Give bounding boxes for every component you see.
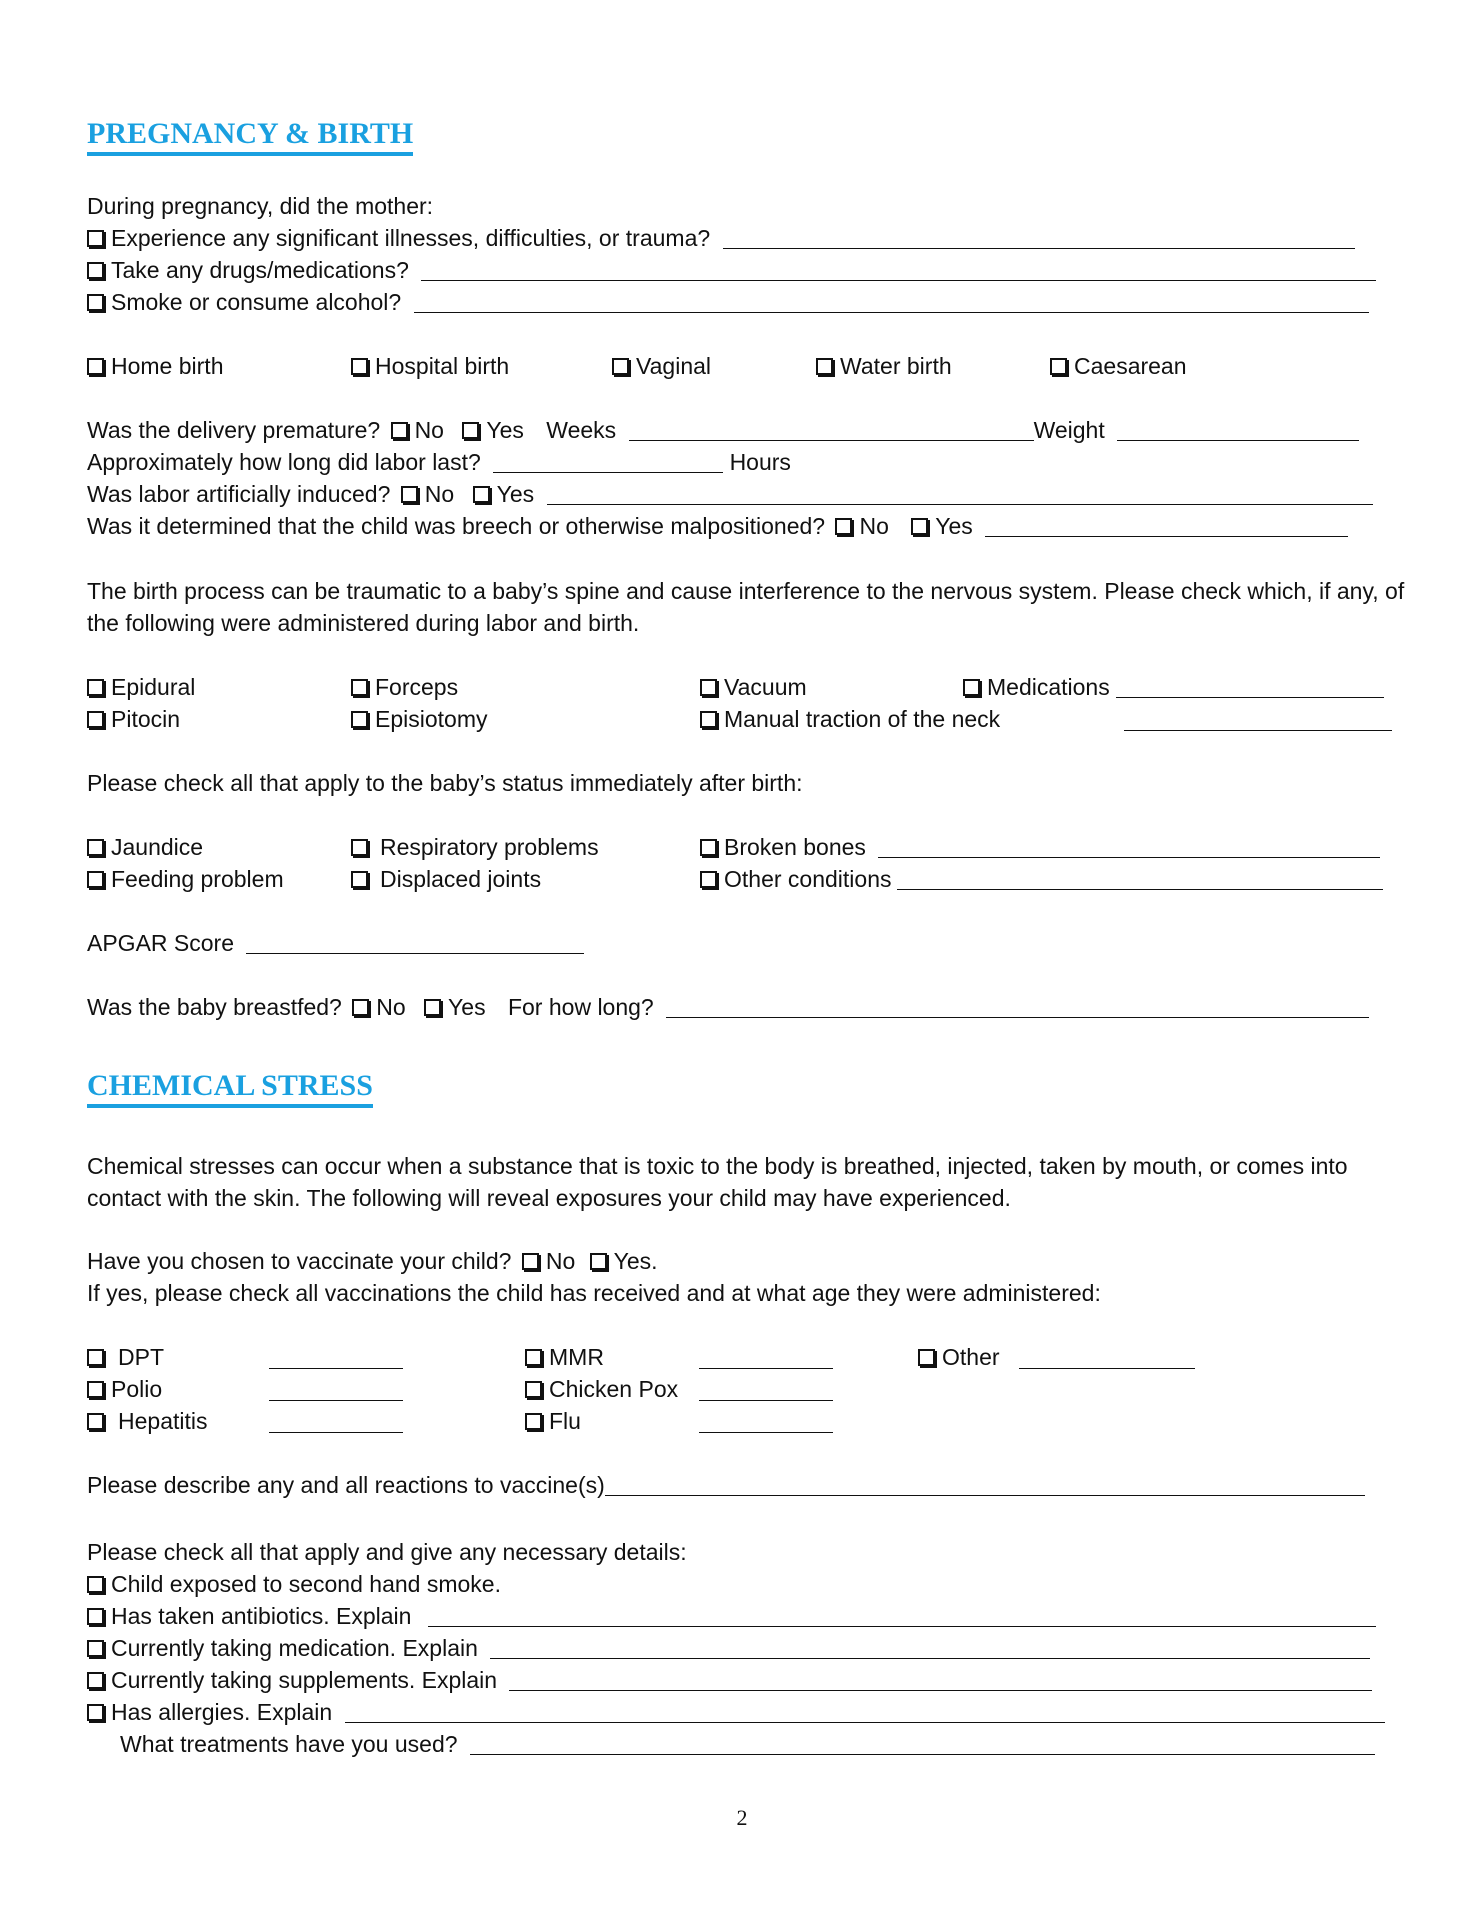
checkbox-icon xyxy=(351,711,368,728)
treatments-label: What treatments have you used? xyxy=(120,1731,458,1757)
apgar-field[interactable] xyxy=(246,931,584,954)
checkbox-icon xyxy=(351,358,368,375)
vaccinate-followup: If yes, please check all vaccinations the child has received and at what age they were administered: xyxy=(87,1280,1101,1306)
label: Episiotomy xyxy=(375,706,488,732)
label: Has allergies. Explain xyxy=(111,1699,333,1725)
checkbox-vaccinate-no[interactable] xyxy=(522,1253,539,1270)
label: Yes xyxy=(496,481,535,507)
hours-label: Hours xyxy=(729,449,791,475)
weeks-field[interactable] xyxy=(629,418,1034,441)
intervention-epidural[interactable] xyxy=(87,672,195,702)
apgar-label: APGAR Score xyxy=(87,930,234,956)
vaccine-other[interactable] xyxy=(918,1342,1000,1372)
weeks-label: Weeks xyxy=(546,417,617,443)
weight-field[interactable] xyxy=(1117,418,1359,441)
interventions-row-1 xyxy=(87,672,1407,702)
vaccine-polio[interactable] xyxy=(87,1374,162,1404)
label: No xyxy=(859,513,889,539)
checkbox-icon xyxy=(87,679,104,696)
breech-field[interactable] xyxy=(985,514,1348,537)
medication-field[interactable] xyxy=(490,1636,1370,1659)
birth-type-hospital[interactable] xyxy=(351,351,509,381)
detail-medication xyxy=(87,1633,1370,1663)
intervention-medications[interactable] xyxy=(963,672,1384,702)
checkbox-icon xyxy=(87,1349,104,1366)
trauma-paragraph: The birth process can be traumatic to a baby’s spine and cause interference to the nervous system. Please check which, if any, of the following were administered during labor and birth. xyxy=(87,578,1405,636)
label: MMR xyxy=(549,1344,604,1370)
label: Caesarean xyxy=(1074,353,1187,379)
mother-item-smoke xyxy=(87,287,1369,317)
checkbox-premature-yes[interactable] xyxy=(462,422,479,439)
checkbox-icon xyxy=(87,1413,104,1430)
other-conditions-field[interactable] xyxy=(897,867,1383,890)
label: Epidural xyxy=(111,674,196,700)
label: Manual traction of the neck xyxy=(724,706,1001,732)
birth-type-home[interactable] xyxy=(87,351,223,381)
checkbox-icon xyxy=(87,1381,104,1398)
checkbox-illness[interactable] xyxy=(87,230,104,247)
vaccine-dpt[interactable] xyxy=(87,1342,164,1372)
induced-question: Was labor artificially induced? xyxy=(87,481,391,507)
labor-length-field[interactable] xyxy=(493,450,723,473)
intervention-forceps[interactable] xyxy=(351,672,458,702)
label: Pitocin xyxy=(111,706,181,732)
premature-question: Was the delivery premature? xyxy=(87,417,381,443)
weight-label: Weight xyxy=(1033,417,1105,443)
label: Flu xyxy=(549,1408,581,1434)
section-heading-pregnancy: PREGNANCY & BIRTH xyxy=(87,116,413,156)
label: Smoke or consume alcohol? xyxy=(111,289,402,315)
label: Displaced joints xyxy=(380,866,542,892)
smoke-field[interactable] xyxy=(414,290,1369,313)
vaccine-mmr[interactable] xyxy=(525,1342,604,1372)
birth-types xyxy=(87,351,1407,381)
checkbox-icon xyxy=(87,711,104,728)
checkbox-icon xyxy=(525,1349,542,1366)
how-long-label: For how long? xyxy=(507,994,654,1020)
polio-age-field[interactable] xyxy=(269,1378,403,1401)
birth-type-caesarean[interactable] xyxy=(1050,351,1187,381)
labor-length-row xyxy=(87,447,791,477)
checkbox-breech-no[interactable] xyxy=(835,518,852,535)
label: Yes. xyxy=(613,1248,658,1274)
status-row-2 xyxy=(87,864,1407,894)
supplements-field[interactable] xyxy=(509,1668,1372,1691)
checkbox-second-hand-smoke[interactable] xyxy=(87,1576,104,1593)
detail-antibiotics xyxy=(87,1601,1376,1631)
chicken-pox-age-field[interactable] xyxy=(699,1378,833,1401)
label: Yes xyxy=(486,417,524,443)
label: Child exposed to second hand smoke. xyxy=(111,1571,501,1597)
label: Vaginal xyxy=(636,353,712,379)
label: Forceps xyxy=(375,674,459,700)
broken-bones-field[interactable] xyxy=(878,835,1380,858)
checkbox-icon xyxy=(700,839,717,856)
reactions-label: Please describe any and all reactions to vaccine(s) xyxy=(87,1472,605,1498)
checkbox-icon xyxy=(525,1381,542,1398)
checkbox-icon xyxy=(87,871,104,888)
illness-field[interactable] xyxy=(723,226,1355,249)
birth-type-vaginal[interactable] xyxy=(612,351,711,381)
checkbox-icon xyxy=(700,711,717,728)
intervention-neck-traction[interactable] xyxy=(700,704,1000,734)
checkbox-icon xyxy=(700,679,717,696)
breastfed-question: Was the baby breastfed? xyxy=(87,994,342,1020)
status-jaundice[interactable] xyxy=(87,832,203,862)
intervention-pitocin[interactable] xyxy=(87,704,180,734)
vaccine-chicken-pox[interactable] xyxy=(525,1374,678,1404)
checkbox-icon xyxy=(87,839,104,856)
hepatitis-age-field[interactable] xyxy=(269,1410,403,1433)
induced-row xyxy=(87,479,1373,509)
checkbox-icon xyxy=(351,871,368,888)
label: No xyxy=(545,1248,576,1274)
label: Currently taking medication. Explain xyxy=(111,1635,478,1661)
labor-length-question: Approximately how long did labor last? xyxy=(87,449,481,475)
checkbox-icon xyxy=(612,358,629,375)
apgar-row xyxy=(87,928,584,958)
label: No xyxy=(414,417,444,443)
label: Feeding problem xyxy=(111,866,284,892)
label: Other xyxy=(942,1344,1000,1370)
checkbox-antibiotics[interactable] xyxy=(87,1608,104,1625)
birth-type-water[interactable] xyxy=(816,351,952,381)
pregnancy-intro: During pregnancy, did the mother: xyxy=(87,193,434,219)
checkbox-smoke[interactable] xyxy=(87,294,104,311)
label: Experience any significant illnesses, difficulties, or trauma? xyxy=(111,225,711,251)
label: Hospital birth xyxy=(375,353,510,379)
mother-item-drugs xyxy=(87,255,1376,285)
checkbox-icon xyxy=(351,839,368,856)
intervention-vacuum[interactable] xyxy=(700,672,807,702)
how-long-field[interactable] xyxy=(666,995,1369,1018)
label: Has taken antibiotics. Explain xyxy=(111,1603,412,1629)
checkbox-icon xyxy=(87,358,104,375)
label: Yes xyxy=(448,994,486,1020)
label: No xyxy=(424,481,455,507)
chemical-intro: Chemical stresses can occur when a substance that is toxic to the body is breathed, injected, taken by mouth, or comes into contact with the skin. The following will reveal exposures your child may have experienced. xyxy=(87,1153,1348,1211)
neck-traction-field[interactable] xyxy=(1124,708,1392,731)
treatments-field[interactable] xyxy=(470,1732,1375,1755)
label: Currently taking supplements. Explain xyxy=(111,1667,498,1693)
status-other[interactable] xyxy=(700,864,1383,894)
detail-allergies xyxy=(87,1697,1385,1727)
label: Polio xyxy=(111,1376,163,1402)
dpt-age-field[interactable] xyxy=(269,1346,403,1369)
medications-field[interactable] xyxy=(1116,675,1384,698)
checkbox-icon xyxy=(525,1413,542,1430)
vaccine-flu[interactable] xyxy=(525,1406,581,1436)
checkbox-allergies[interactable] xyxy=(87,1704,104,1721)
label: Take any drugs/medications? xyxy=(111,257,409,283)
antibiotics-field[interactable] xyxy=(428,1604,1376,1627)
vaccine-row-2 xyxy=(87,1374,1407,1404)
induced-field[interactable] xyxy=(547,482,1373,505)
label: Other conditions xyxy=(724,866,892,892)
checkbox-icon xyxy=(1050,358,1067,375)
breastfed-row xyxy=(87,992,1369,1022)
checkbox-icon xyxy=(816,358,833,375)
checkbox-induced-yes[interactable] xyxy=(473,486,490,503)
section-heading-chemical: CHEMICAL STRESS xyxy=(87,1068,373,1108)
allergies-field[interactable] xyxy=(345,1700,1385,1723)
drugs-field[interactable] xyxy=(421,258,1376,281)
label: Vacuum xyxy=(724,674,807,700)
label: Home birth xyxy=(111,353,224,379)
mother-item-illness xyxy=(87,223,1355,253)
label: Jaundice xyxy=(111,834,204,860)
status-broken-bones[interactable] xyxy=(700,832,1380,862)
checkbox-medication[interactable] xyxy=(87,1640,104,1657)
flu-age-field[interactable] xyxy=(699,1410,833,1433)
checkbox-induced-no[interactable] xyxy=(401,486,418,503)
checkbox-premature-no[interactable] xyxy=(391,422,408,439)
treatments-row xyxy=(120,1729,1375,1759)
checkbox-icon xyxy=(963,679,980,696)
label: Yes xyxy=(935,513,973,539)
status-feeding[interactable] xyxy=(87,864,284,894)
checkbox-supplements[interactable] xyxy=(87,1672,104,1689)
checkbox-breastfed-no[interactable] xyxy=(352,999,369,1016)
checkbox-icon xyxy=(918,1349,935,1366)
label: Chicken Pox xyxy=(549,1376,679,1402)
status-intro: Please check all that apply to the baby’s status immediately after birth: xyxy=(87,770,803,796)
status-displaced-joints[interactable] xyxy=(351,864,541,894)
checkbox-drugs[interactable] xyxy=(87,262,104,279)
other-vaccine-field[interactable] xyxy=(1019,1346,1195,1369)
label: Water birth xyxy=(840,353,952,379)
checkbox-vaccinate-yes[interactable] xyxy=(590,1253,607,1270)
label: DPT xyxy=(118,1344,164,1370)
page-number: 2 xyxy=(736,1805,748,1830)
detail-second-hand-smoke xyxy=(87,1569,501,1599)
label: Medications xyxy=(987,674,1110,700)
label: No xyxy=(376,994,406,1020)
premature-row xyxy=(87,415,1359,445)
vaccine-row-1 xyxy=(87,1342,1407,1372)
vaccine-row-3 xyxy=(87,1406,1407,1436)
vaccine-hepatitis[interactable] xyxy=(87,1406,207,1436)
intervention-episiotomy[interactable] xyxy=(351,704,487,734)
status-respiratory[interactable] xyxy=(351,832,599,862)
breech-row xyxy=(87,511,1348,541)
vaccinate-question: Have you chosen to vaccinate your child? xyxy=(87,1248,512,1274)
checkbox-breech-yes[interactable] xyxy=(911,518,928,535)
label: Respiratory problems xyxy=(380,834,599,860)
vaccinate-row xyxy=(87,1246,658,1276)
breech-question: Was it determined that the child was breech or otherwise malpositioned? xyxy=(87,513,826,539)
label: Hepatitis xyxy=(118,1408,208,1434)
label: Broken bones xyxy=(724,834,866,860)
checkbox-icon xyxy=(351,679,368,696)
checkbox-breastfed-yes[interactable] xyxy=(424,999,441,1016)
mmr-age-field[interactable] xyxy=(699,1346,833,1369)
checkbox-icon xyxy=(700,871,717,888)
interventions-row-2 xyxy=(87,704,1407,734)
details-intro: Please check all that apply and give any necessary details: xyxy=(87,1539,687,1565)
reactions-row xyxy=(87,1470,1365,1500)
reactions-field[interactable] xyxy=(605,1473,1365,1496)
status-row-1 xyxy=(87,832,1407,862)
detail-supplements xyxy=(87,1665,1372,1695)
